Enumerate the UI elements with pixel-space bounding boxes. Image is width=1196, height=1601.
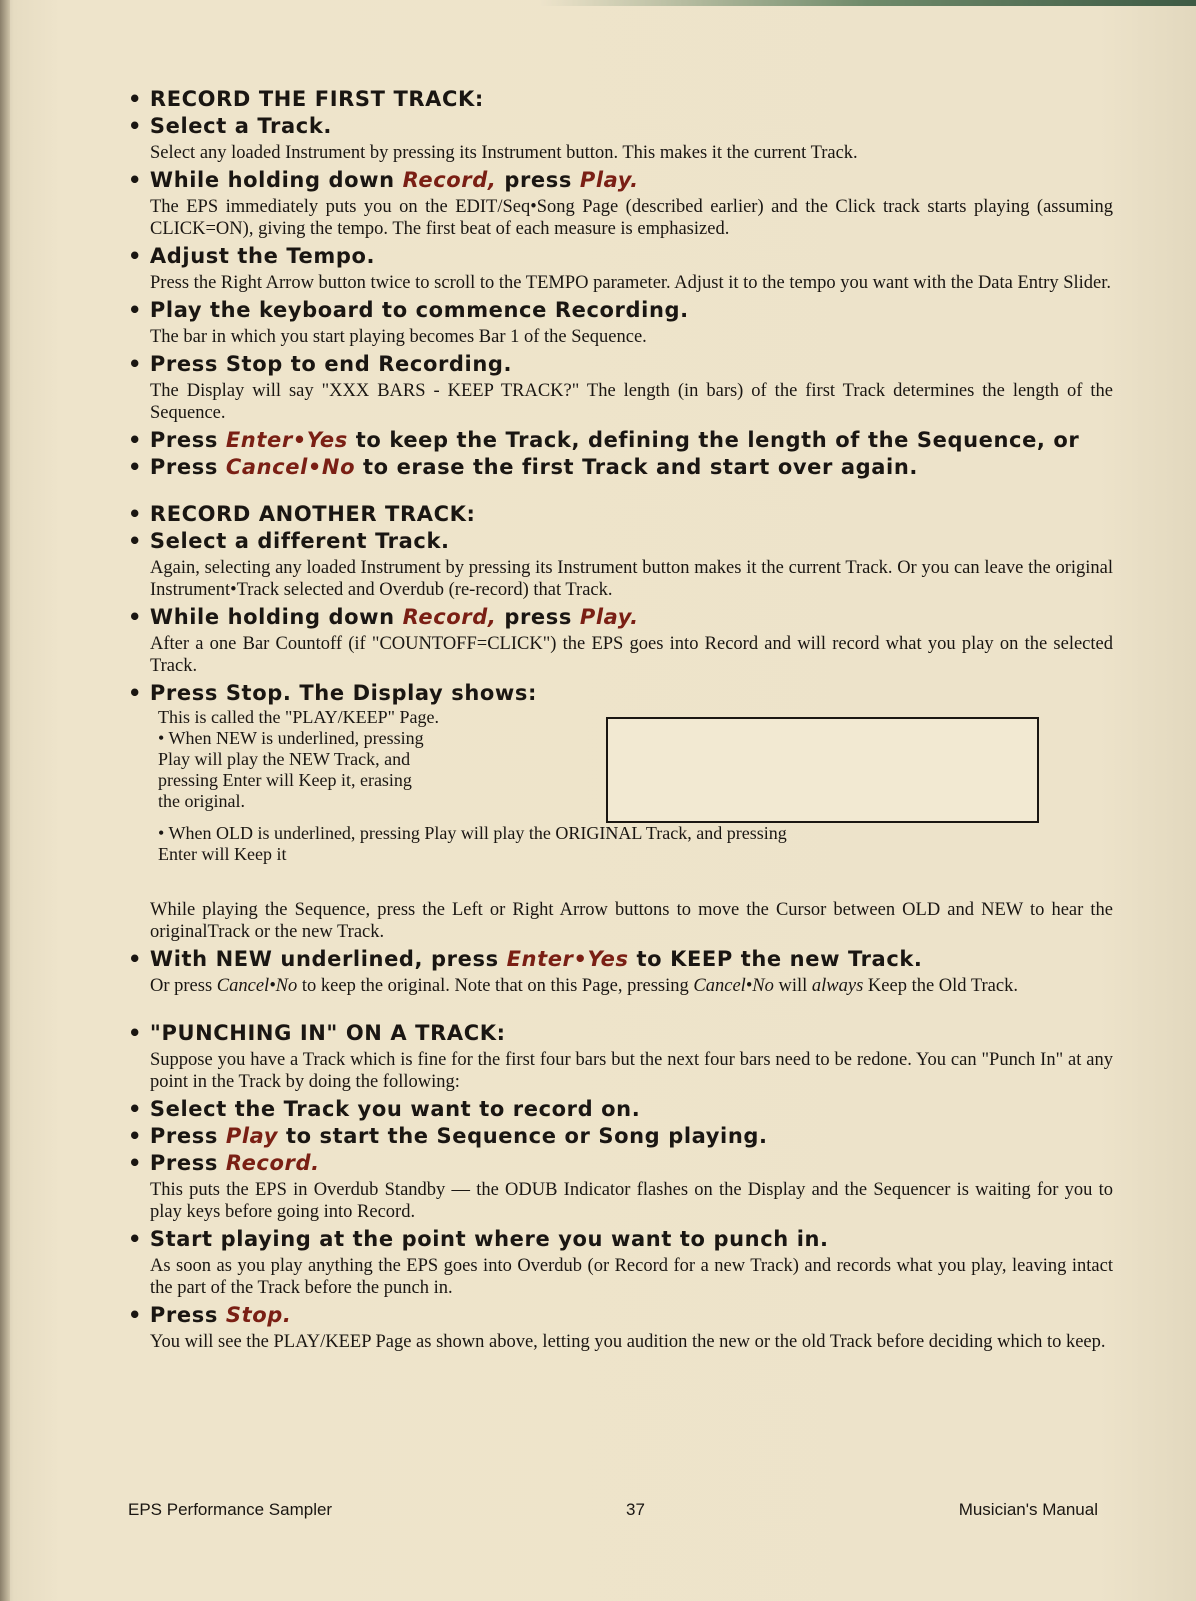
paragraph: You will see the PLAY/KEEP Page as shown above, letting you audition the new or the old Track before deciding which to keep. [150,1332,1106,1352]
play-keep-figure [158,707,1113,897]
paragraph: The Display will say "XXX BARS - KEEP TRACK?" The length (in bars) of the first Track determines the length of the Sequence. [150,381,1113,423]
step-start-playing: • Start playing at the point where you want to punch in. [128,1227,829,1251]
figure-note [158,823,1058,865]
paragraph: After a one Bar Countoff (if "COUNTOFF=CLICK") the EPS goes into Record and will record what you play on the selected Track. [150,634,1113,676]
paragraph: The bar in which you start playing becomes Bar 1 of the Sequence. [150,327,647,347]
paragraph: This puts the EPS in Overdub Standby — the ODUB Indicator flashes on the Display and the Sequencer is waiting for you to play keys before going into Record. [150,1180,1113,1222]
page-footer [128,1500,1098,1524]
footer-title: EPS Performance Sampler [128,1500,333,1519]
paragraph: Select any loaded Instrument by pressing its Instrument button. This makes it the current Track. [150,143,858,163]
paragraph: As soon as you play anything the EPS goes into Overdub (or Record for a new Track) and records what you play, leaving intact the part of the Track before the punch in. [150,1256,1113,1298]
step-press-enter: • Press Enter•Yes to keep the Track, defining the length of the Sequence, or [128,428,1080,452]
caption-line: Enter will Keep it [158,844,287,864]
step-press-stop-display: • Press Stop. The Display shows: [128,681,538,705]
figure-caption [158,707,538,812]
caption-line: This is called the "PLAY/KEEP" Page. [158,707,440,727]
binding-edge [0,0,10,1601]
top-edge-stripe [540,0,1196,6]
page-content [128,86,1113,1356]
step-press-stop-final: • Press Stop. [128,1303,292,1327]
paragraph: While playing the Sequence, press the Left or Right Arrow buttons to move the Cursor between OLD and NEW to hear the originalTrack or the new Track. [150,900,1113,942]
step-select-track: • Select a Track. [128,114,332,138]
heading-record-first-track: • RECORD THE FIRST TRACK: [128,87,484,111]
step-hold-record: • While holding down Record, press Play. [128,605,639,629]
step-select-different-track: • Select a different Track. [128,529,450,553]
heading-record-another-track: • RECORD ANOTHER TRACK: [128,502,476,526]
step-press-record: • Press Record. [128,1151,320,1175]
step-hold-record: • While holding down Record, press Play. [128,168,639,192]
lcd-display [606,717,1039,823]
caption-line: the original. [158,791,245,811]
step-select-track-record: • Select the Track you want to record on. [128,1097,641,1121]
step-play-keyboard: • Play the keyboard to commence Recording. [128,298,689,322]
page-number: 37 [626,1500,645,1519]
paragraph: Suppose you have a Track which is fine for the first four bars but the next four bars need to be redone. You can "Punch In" at any point in the Track by doing the following: [150,1050,1113,1092]
caption-line: • When NEW is underlined, pressing [158,728,424,748]
paragraph: Again, selecting any loaded Instrument by pressing its Instrument button makes it the current Track. Or you can leave the original Instrument•Track selected and Overdub (re-record) that Track. [150,558,1113,600]
caption-line: • When OLD is underlined, pressing Play will play the ORIGINAL Track, and pressing [158,823,787,843]
step-keep-new: • With NEW underlined, press Enter•Yes to KEEP the new Track. [128,947,923,971]
heading-punching-in: • "PUNCHING IN" ON A TRACK: [128,1021,506,1045]
footer-manual: Musician's Manual [958,1500,1098,1519]
step-press-cancel: • Press Cancel•No to erase the first Track and start over again. [128,455,918,479]
paragraph: Press the Right Arrow button twice to scroll to the TEMPO parameter. Adjust it to the tempo you want with the Data Entry Slider. [150,273,1112,293]
caption-line: pressing Enter will Keep it, erasing [158,770,412,790]
step-adjust-tempo: • Adjust the Tempo. [128,244,376,268]
paragraph: The EPS immediately puts you on the EDIT/Seq•Song Page (described earlier) and the Click track starts playing (assuming CLICK=ON), giving the tempo. The first beat of each measure is emphasized. [150,197,1113,239]
paragraph: Or press Cancel•No to keep the original. Note that on this Page, pressing Cancel•No will always Keep the Old Track. [150,976,1018,996]
step-press-stop: • Press Stop to end Recording. [128,352,513,376]
caption-line: Play will play the NEW Track, and [158,749,411,769]
step-press-play: • Press Play to start the Sequence or Song playing. [128,1124,768,1148]
